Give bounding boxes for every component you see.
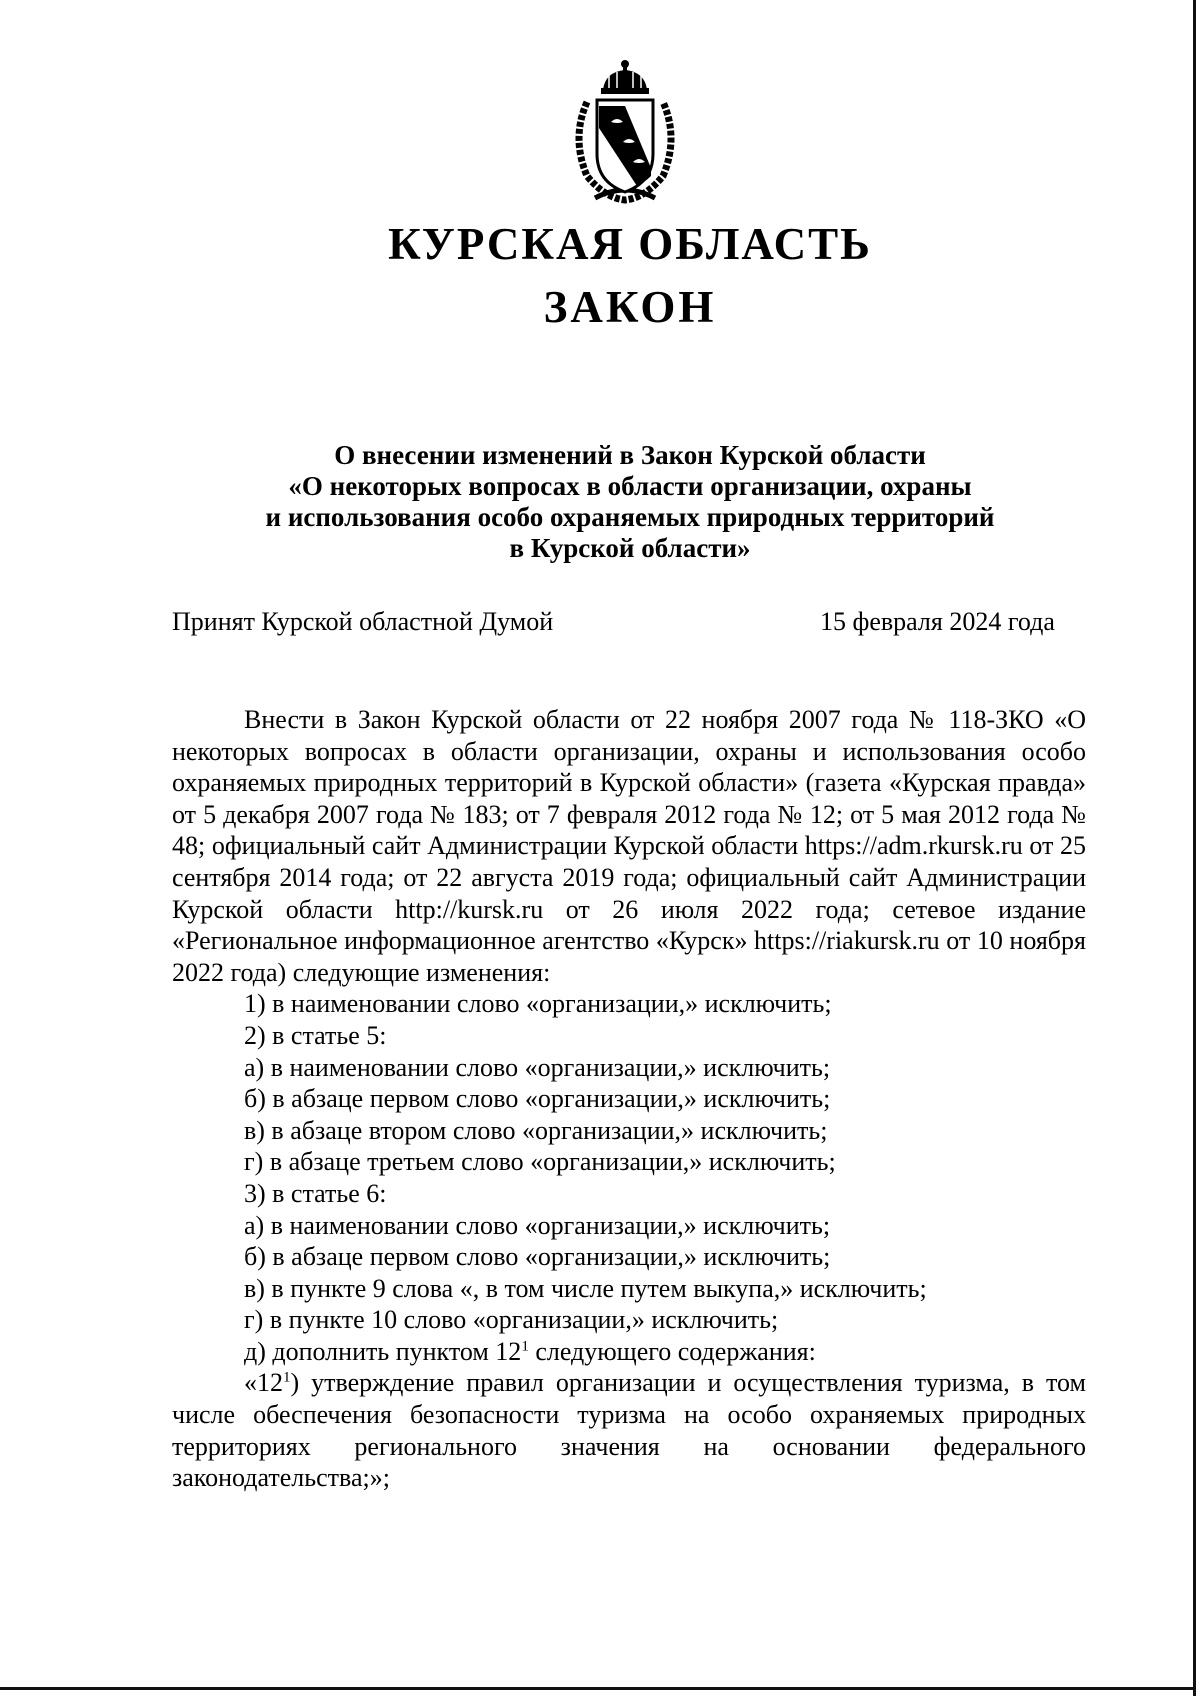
list-item: г) в абзаце третьем слово «организации,» исключить; [244,1147,836,1177]
law-title-line: О внесении изменений в Закон Курской области [334,440,926,470]
list-item: а) в наименовании слово «организации,» исключить; [244,1052,831,1082]
list-item-d [172,1336,1086,1368]
law-body [172,704,1086,1494]
list-item: 2) в статье 5: [244,1020,387,1050]
adopted-by: Принят Курской областной Думой [172,607,554,636]
law-title [0,440,1200,564]
list-item-d-tail: следующего содержания: [528,1336,816,1366]
list-item: 1) в наименовании слово «организации,» исключить; [244,989,832,1019]
quoted-new-item [172,1367,1086,1493]
intro-paragraph: Внести в Закон Курской области от 22 ноября 2007 года № 118-ЗКО «О некоторых вопросах в области организации, охраны и использования особо охраняемых природных территорий в Курской области» (газета «Курская правда» от 5 декабря 2007 года № 183; от 7 февраля 2012 года № 12; от 5 мая 2012 года № 48; официальный сайт Администрации Курской области https://adm.rkursk.ru от 25 сентября 2014 года; от 22 августа 2019 года; официальный сайт Администрации Курской области http://kursk.ru от 26 июля 2022 года; сетевое издание «Региональное информационное агентство «Курск» https://riakursk.ru от 10 ноября 2022 года) следующие изменения: [172,705,1086,987]
scan-edge-bottom [0,1687,1196,1690]
list-item: г) в пункте 10 слово «организации,» исключить; [244,1305,779,1335]
law-title-line: в Курской области» [509,533,751,563]
quoted-item-number: «12 [244,1368,283,1398]
law-title-line: «О некоторых вопросах в области организации, охраны [288,471,972,501]
list-item: б) в абзаце первом слово «организации,» исключить; [244,1084,831,1114]
list-item-d-text: д) дополнить пунктом 12 [244,1336,522,1366]
document-type-heading: ЗАКОН [543,282,717,332]
list-item: а) в наименовании слово «организации,» исключить; [244,1210,831,1240]
list-item: 3) в статье 6: [244,1178,387,1208]
coat-of-arms-emblem [565,58,685,208]
superscript-index: 1 [283,1369,291,1386]
superscript-index: 1 [521,1338,529,1355]
quoted-item-text: ) утверждение правил организации и осуществления туризма, в том числе обеспечения безопасности туризма на особо охраняемых природных территориях регионального значения на основании федерального законодательства;»; [172,1368,1086,1493]
list-item: в) в пункте 9 слова «, в том числе путем выкупа,» исключить; [244,1273,927,1303]
list-item: в) в абзаце втором слово «организации,» исключить; [244,1115,828,1145]
list-item: б) в абзаце первом слово «организации,» исключить; [244,1242,831,1272]
law-title-line: и использования особо охраняемых природных территорий [265,502,995,532]
adoption-date: 15 февраля 2024 года [820,607,1055,636]
region-heading: КУРСКАЯ ОБЛАСТЬ [388,219,872,269]
